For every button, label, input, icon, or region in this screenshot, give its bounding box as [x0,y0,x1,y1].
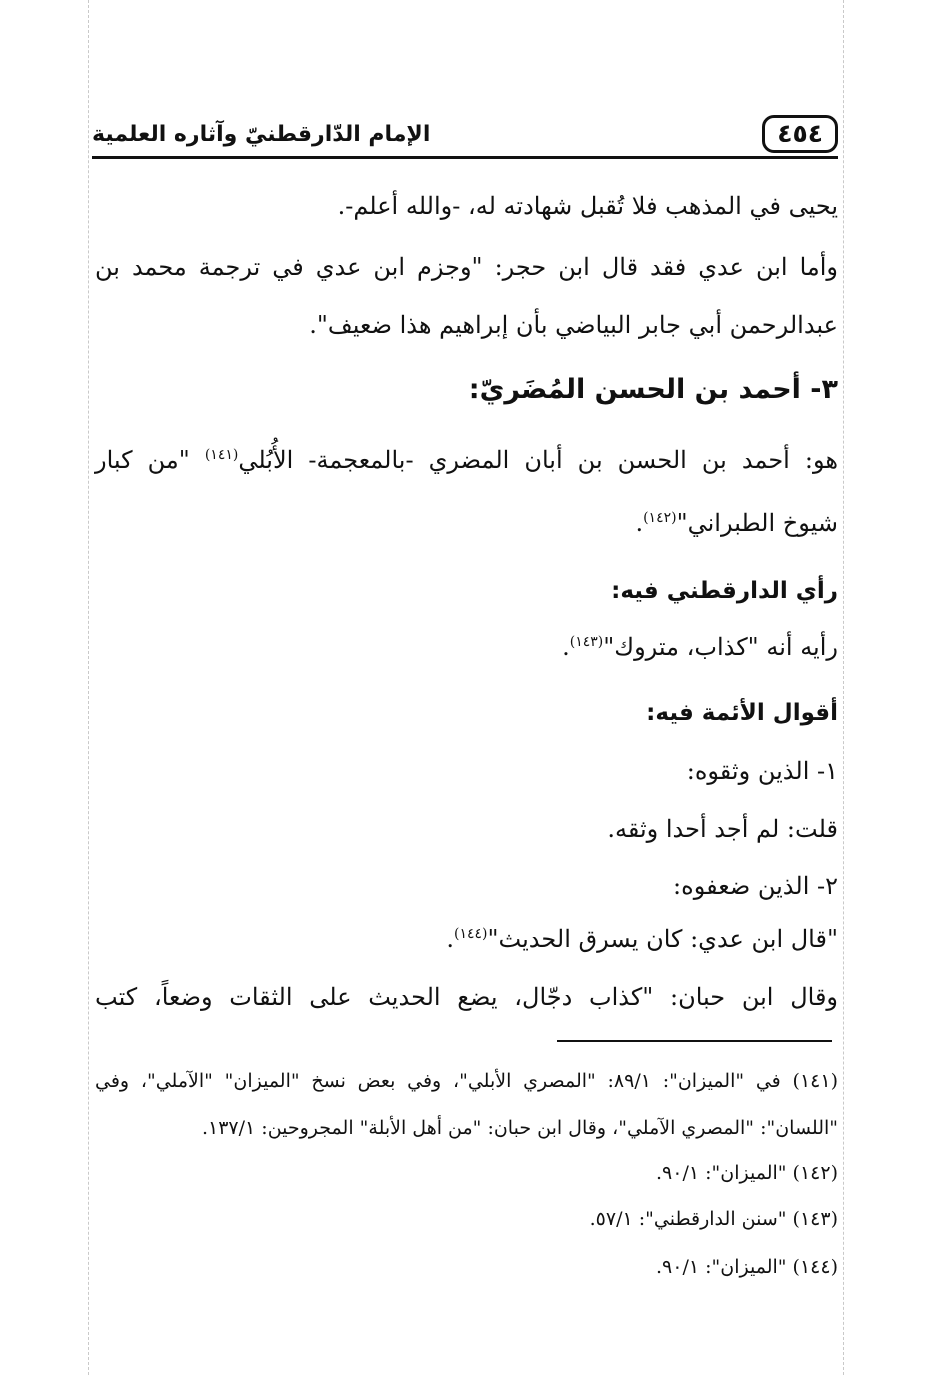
body-line: شيوخ الطبراني"$^{(١٤٢)}$. [635,509,838,537]
body-line: رأيه أنه "كذاب، متروك"$^{(١٤٣)}$. [562,633,838,661]
footnote: "اللسان": "المصري الآملي"، وقال ابن حبان: "من أهل الأبلة" المجروحين: ١٣٧/١. [201,1117,838,1139]
page-number: ٤٥٤ [762,115,838,153]
body-line: وأما ابن عدي فقد قال ابن حجر: "وجزم ابن عدي في ترجمة محمد بن [95,253,838,281]
footnote-separator [557,1040,832,1042]
running-title: الإمام الدّارقطنيّ وآثاره العلمية [92,121,431,147]
body-line: ١- الذين وثقوه: [686,757,838,785]
footnote-ref: (١٤٢) [643,510,677,526]
subheading: رأي الدارقطني فيه: [611,578,838,604]
page-header [92,112,838,156]
header-rule [92,156,838,159]
body-line: عبدالرحمن أبي جابر البياضي بأن إبراهيم هذا ضعيف". [309,311,838,339]
body-line: ٢- الذين ضعفوه: [673,872,838,900]
body-line: "قال ابن عدي: كان يسرق الحديث"$^{(١٤٤)}$. [446,925,838,953]
footnote-ref: (١٤٤) [454,926,488,942]
subheading: أقوال الأئمة فيه: [646,700,838,726]
body-line: قلت: لم أجد أحدا وثقه. [607,815,838,843]
footnote: (١٤٣) "سنن الدارقطني": ٥٧/١. [589,1208,838,1230]
footnote: (١٤٢) "الميزان": ٩٠/١. [656,1162,838,1184]
footnote-ref: (١٤٣) [569,634,604,650]
body-line: وقال ابن حبان: "كذاب دجّال، يضع الحديث على الثقات وضعاً، كتب [95,983,838,1011]
footnote: (١٤١) في "الميزان": ٨٩/١: "المصري الأبلي"، وفي بعض نسخ "الميزان" "الآملي"، وفي [95,1070,838,1092]
footnote: (١٤٤) "الميزان": ٩٠/١. [656,1256,838,1278]
footnote-ref: (١٤١) [204,447,239,463]
body-line: يحيى في المذهب فلا تُقبل شهادته له، -والله أعلم-. [337,192,838,220]
body-line: هو: أحمد بن الحسن بن أبان المضري -بالمعجمة- الأُبُلي$^{(١٤١)}$ "من كبار [95,446,839,474]
section-heading: ٣- أحمد بن الحسن المُضَريّ: [468,374,838,405]
